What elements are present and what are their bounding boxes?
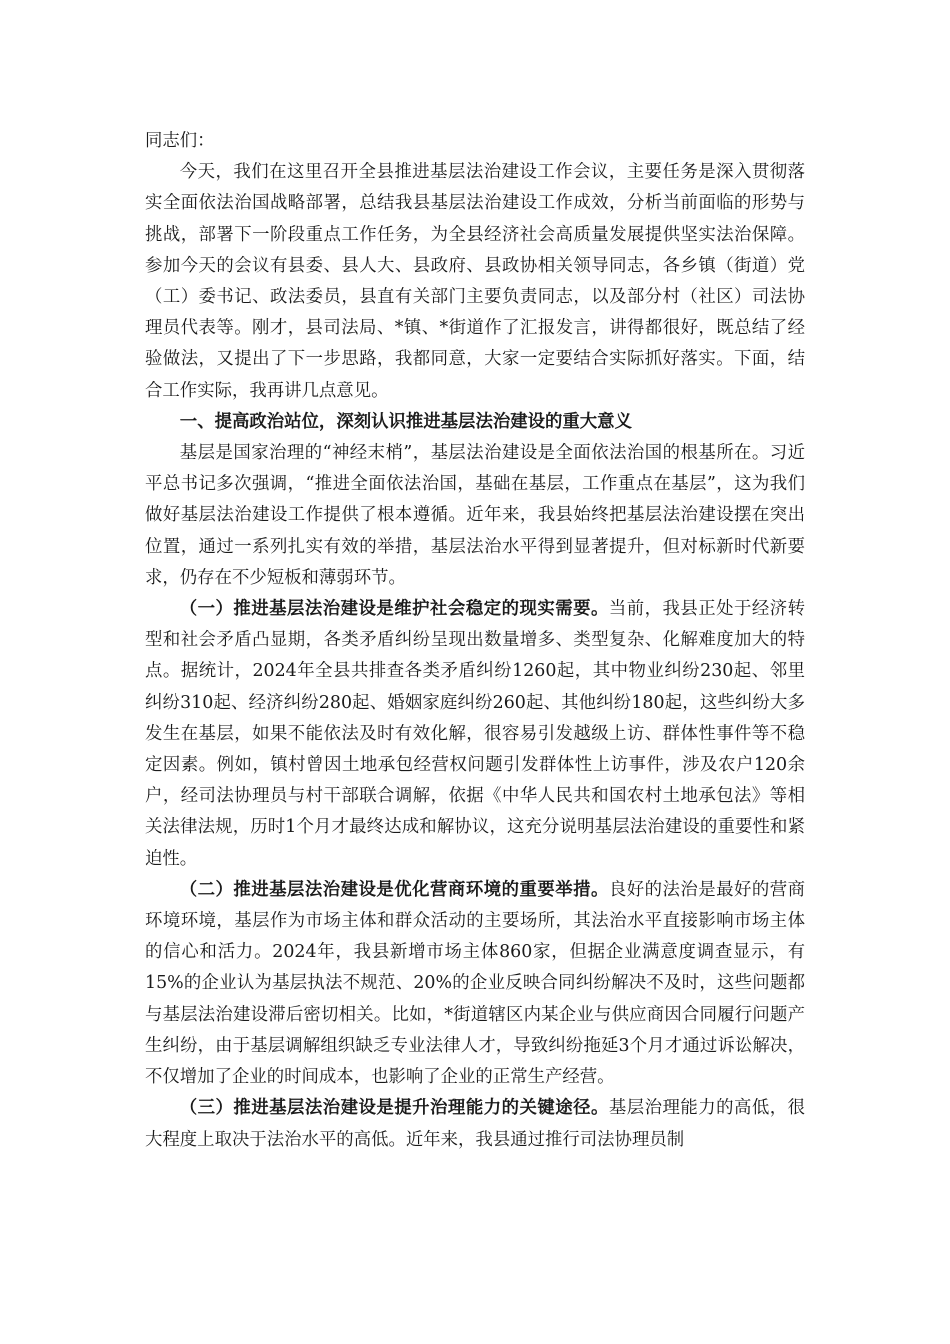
point-2-body: 良好的法治是最好的营商环境环境，基层作为市场主体和群众活动的主要场所，其法治水平直接影响市场主体的信心和活力。2024年，我县新增市场主体860家，但据企业满意度调查显示，有15%的企业认为基层执法不规范、20%的企业反映合同纠纷解决不及时，这些问题都与基层法治建设滞后密切相关。比如，*街道辖区内某企业与供应商因合同履行问题产生纠纷，由于基层调解组织缺乏专业法律人才，导致纠纷拖延3个月才通过诉讼解决，不仅增加了企业的时间成本，也影响了企业的正常生产经营。 — [145, 879, 805, 1088]
section-1-heading: 一、提高政治站位，深刻认识推进基层法治建设的重大意义 — [179, 411, 632, 432]
point-1-body: 当前，我县正处于经济转型和社会矛盾凸显期，各类矛盾纠纷呈现出数量增多、类型复杂、化解难度加大的特点。据统计，2024年全县共排查各类矛盾纠纷1260起，其中物业纠纷230起、邻里纠纷310起、经济纠纷280起、婚姻家庭纠纷260起、其他纠纷180起，这些纠纷大多发生在基层，如果不能依法及时有效化解，很容易引发越级上访、群体性事件等不稳定因素。例如，镇村曾因土地承包经营权问题引发群体性上访事件，涉及农户120余户，经司法协理员与村干部联合调解，依据《中华人民共和国农村土地承包法》等相关法律法规，历时1个月才最终达成和解协议，这充分说明基层法治建设的重要性和紧迫性。 — [145, 599, 805, 869]
point-3-title: （三）推进基层法治建设是提升治理能力的关键途径。 — [179, 1098, 609, 1119]
point-3-paragraph — [145, 1093, 805, 1155]
salutation: 同志们： — [145, 131, 215, 151]
document-body — [145, 126, 805, 1156]
point-2-title: （二）推进基层法治建设是优化营商环境的重要举措。 — [179, 879, 609, 900]
point-3-body: 基层治理能力的高低，很大程度上取决于法治水平的高低。近年来，我县通过推行司法协理员制 — [145, 1098, 805, 1150]
point-2-paragraph — [145, 875, 805, 1093]
point-1-paragraph — [145, 594, 805, 875]
section-1-paragraph: 基层是国家治理的“神经末梢”，基层法治建设是全面依法治国的根基所在。习近平总书记多次强调，“推进全面依法治国，基础在基层，工作重点在基层”，这为我们做好基层法治建设工作提供了根本遵循。近年来，我县始终把基层法治建设摆在突出位置，通过一系列扎实有效的举措，基层法治水平得到显著提升，但对标新时代新要求，仍存在不少短板和薄弱环节。 — [145, 443, 805, 588]
intro-paragraph: 今天，我们在这里召开全县推进基层法治建设工作会议，主要任务是深入贯彻落实全面依法治国战略部署，总结我县基层法治建设工作成效，分析当前面临的形势与挑战，部署下一阶段重点工作任务，为全县经济社会高质量发展提供坚实法治保障。参加今天的会议有县委、县人大、县政府、县政协相关领导同志，各乡镇（街道）党（工）委书记、政法委员，县直有关部门主要负责同志，以及部分村（社区）司法协理员代表等。刚才，县司法局、*镇、*街道作了汇报发言，讲得都很好，既总结了经验做法，又提出了下一步思路，我都同意，大家一定要结合实际抓好落实。下面，结合工作实际，我再讲几点意见。 — [145, 162, 805, 401]
point-1-title: （一）推进基层法治建设是维护社会稳定的现实需要。 — [179, 599, 609, 620]
